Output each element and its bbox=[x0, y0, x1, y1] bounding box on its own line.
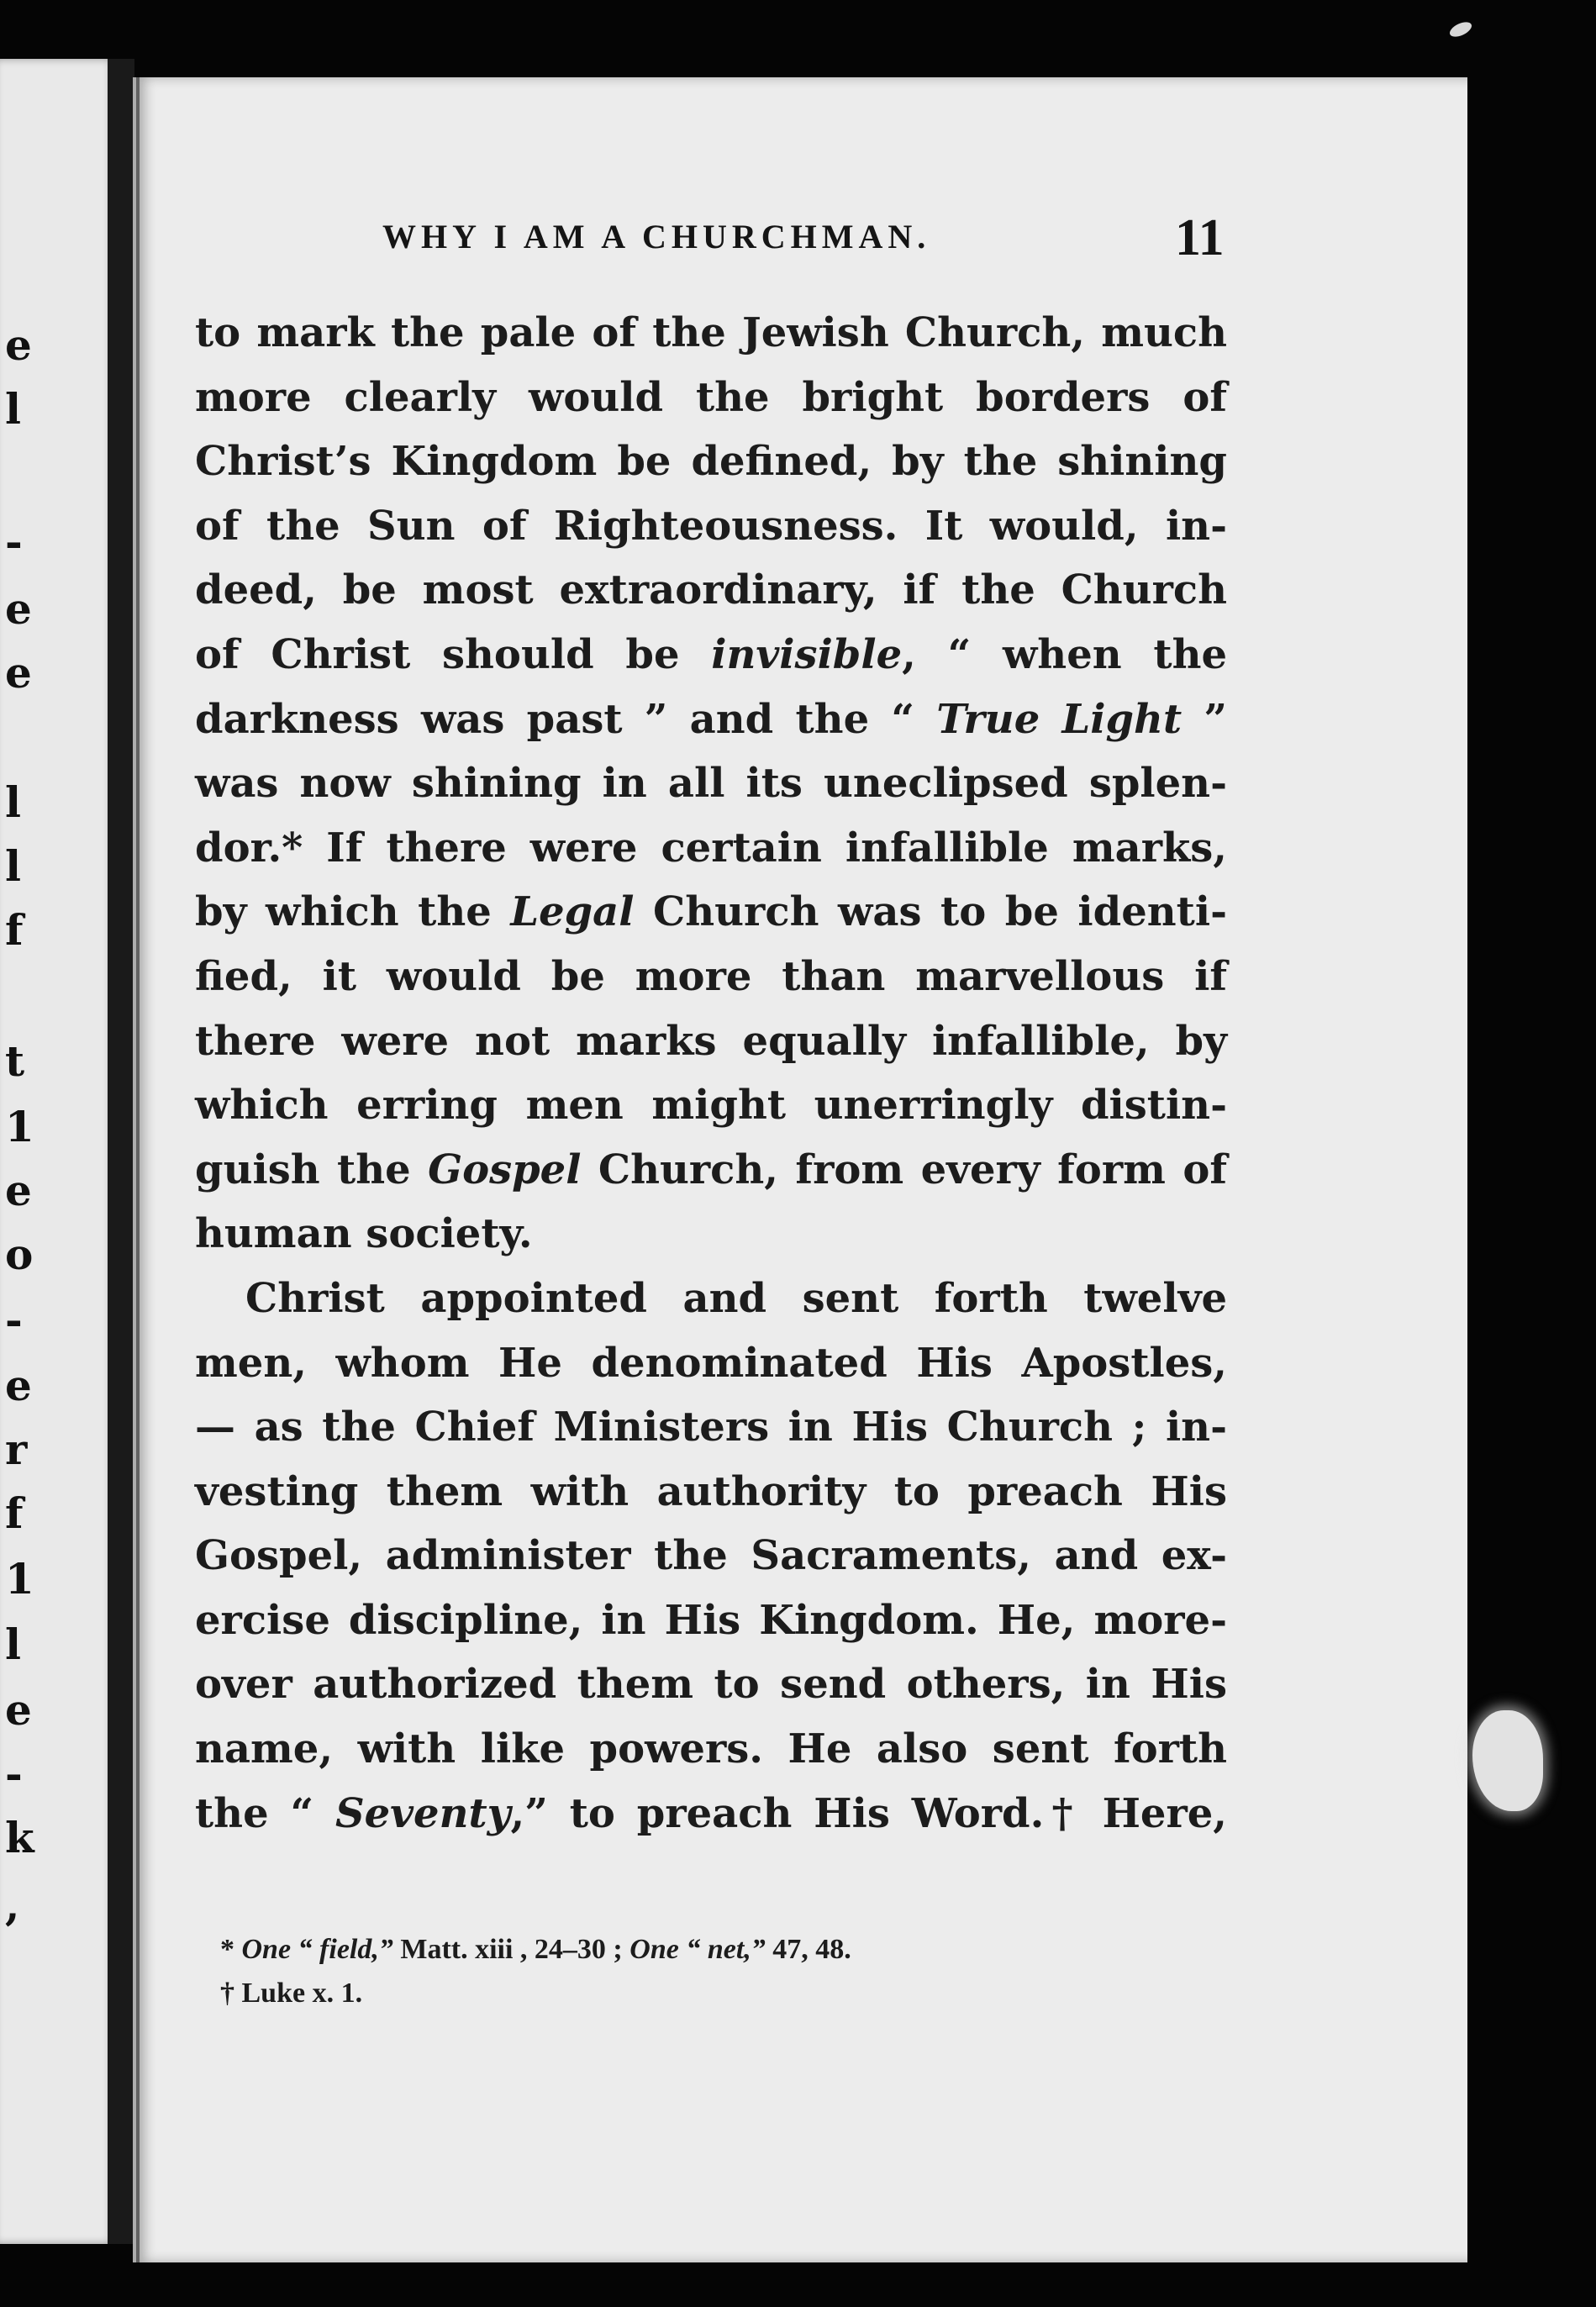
text-line: men, whom He denominated His Apostles, bbox=[195, 1339, 1227, 1387]
italic-emphasis: Gospel bbox=[428, 1146, 582, 1193]
text-run: Church was to be identi- bbox=[634, 888, 1227, 936]
text-line: of the Sun of Righteousness. It would, in- bbox=[195, 502, 1227, 550]
bleed-letter: 1 bbox=[5, 1554, 34, 1604]
bleed-letter: - bbox=[5, 517, 23, 566]
text-run: ,” to preach His Word.† Here, bbox=[510, 1789, 1228, 1837]
bleed-letter: , bbox=[5, 1880, 20, 1930]
bleed-letter: l bbox=[5, 1620, 21, 1669]
text-line bbox=[195, 1138, 1227, 1203]
bleed-letter: o bbox=[5, 1230, 34, 1279]
bleed-letter: r bbox=[5, 1425, 28, 1474]
body-text bbox=[195, 301, 1227, 1846]
text-line bbox=[195, 1782, 1227, 1846]
text-line: over authorized them to send others, in His bbox=[195, 1661, 1227, 1709]
text-run: ” bbox=[1182, 695, 1228, 743]
text-run: Church, from every form of bbox=[581, 1146, 1227, 1193]
bleed-letter: l bbox=[5, 841, 21, 891]
text-run: the “ bbox=[195, 1789, 335, 1837]
bleed-letter: t bbox=[5, 1036, 25, 1086]
bleed-letter: k bbox=[5, 1813, 34, 1862]
text-line: Gospel, administer the Sacraments, and ex- bbox=[195, 1532, 1227, 1580]
text-line: human society. bbox=[195, 1210, 533, 1258]
bleed-letter: l bbox=[5, 777, 21, 827]
text-line: name, with like powers. He also sent forth bbox=[195, 1725, 1227, 1773]
text-line: ercise discipline, in His Kingdom. He, more- bbox=[195, 1596, 1227, 1644]
text-run: by which the bbox=[195, 888, 511, 936]
bleed-letter: - bbox=[5, 1749, 23, 1799]
text-line: was now shining in all its uneclipsed splen- bbox=[195, 760, 1227, 808]
italic-emphasis: One “ net,” bbox=[629, 1934, 766, 1965]
text-run: , “ when the bbox=[902, 630, 1228, 678]
bleed-letter: l bbox=[5, 384, 21, 434]
bleed-letter: f bbox=[5, 905, 24, 955]
text-run: 47, 48. bbox=[765, 1934, 851, 1965]
text-line: there were not marks equally infallible, by bbox=[195, 1017, 1227, 1065]
bleed-letter: e bbox=[5, 1166, 32, 1215]
italic-emphasis: invisible bbox=[711, 630, 903, 678]
text-line: Christ’s Kingdom be defined, by the shining bbox=[195, 438, 1227, 486]
scan-fleck bbox=[1447, 19, 1473, 40]
italic-emphasis: True Light bbox=[936, 695, 1183, 743]
italic-emphasis: Legal bbox=[510, 888, 635, 936]
footnote: † Luke x. 1. bbox=[220, 1978, 363, 2009]
text-run: darkness was past ” and the “ bbox=[195, 695, 937, 743]
italic-emphasis: Seventy bbox=[334, 1789, 511, 1837]
text-line: Christ appointed and sent forth twelve bbox=[245, 1274, 1227, 1322]
text-line: vesting them with authority to preach His bbox=[195, 1467, 1227, 1515]
bleed-letter: - bbox=[5, 1295, 23, 1345]
bleed-letter: f bbox=[5, 1488, 24, 1538]
text-line: — as the Chief Ministers in His Church ; in- bbox=[195, 1404, 1227, 1451]
paper-damage-spot bbox=[1472, 1710, 1543, 1811]
italic-emphasis: One “ field,” bbox=[241, 1934, 393, 1965]
text-line bbox=[195, 623, 1227, 687]
text-run: of Christ should be bbox=[195, 630, 712, 678]
text-line bbox=[195, 880, 1227, 945]
bleed-letter: e bbox=[5, 1685, 32, 1735]
text-line: dor.* If there were certain infallible marks, bbox=[195, 824, 1227, 872]
text-line: deed, be most extraordinary, if the Church bbox=[195, 566, 1227, 614]
bleed-letter: e bbox=[5, 648, 32, 698]
page-edge-shadow bbox=[136, 77, 140, 2262]
bleed-letter: e bbox=[5, 320, 32, 370]
running-head: WHY I AM A CHURCHMAN. bbox=[382, 218, 931, 255]
bleed-letter: 1 bbox=[5, 1102, 34, 1151]
footnote bbox=[220, 1928, 851, 1972]
text-line: which erring men might unerringly distin- bbox=[195, 1082, 1227, 1130]
text-line: to mark the pale of the Jewish Church, much bbox=[195, 309, 1227, 356]
bleed-letter: e bbox=[5, 584, 32, 634]
text-line: more clearly would the bright borders of bbox=[195, 373, 1227, 421]
footnotes bbox=[220, 1928, 851, 2015]
text-line bbox=[195, 687, 1227, 752]
book-gutter bbox=[108, 59, 134, 2244]
page-number: 11 bbox=[1175, 209, 1225, 266]
bleed-letter: e bbox=[5, 1361, 32, 1410]
text-run: Matt. xiii , 24–30 ; bbox=[392, 1934, 630, 1965]
footnote-marker: * bbox=[220, 1934, 242, 1965]
text-line: fied, it would be more than marvellous if bbox=[195, 952, 1227, 1000]
text-run: guish the bbox=[195, 1146, 429, 1193]
